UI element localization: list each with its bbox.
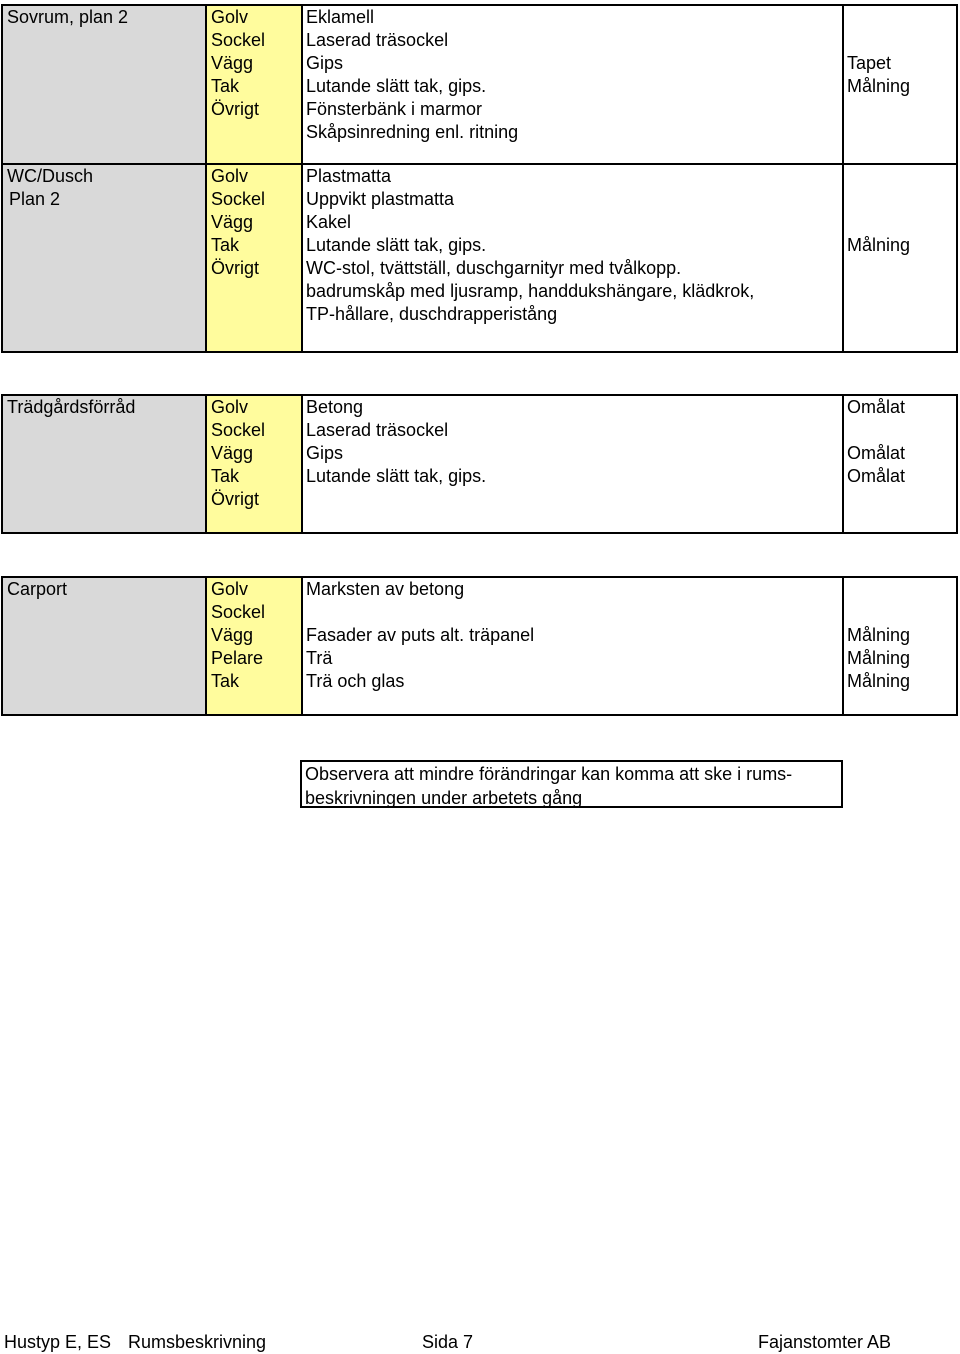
desc-vagg: Fasader av puts alt. träpanel bbox=[306, 625, 535, 645]
room-name: Carport bbox=[7, 579, 68, 599]
building-part-cell bbox=[207, 578, 303, 714]
part-vagg: Vägg bbox=[211, 625, 254, 645]
treat-pelare: Målning bbox=[847, 648, 911, 668]
treat-tak: Omålat bbox=[847, 466, 906, 486]
part-ovrigt: Övrigt bbox=[211, 99, 260, 119]
desc-sockel: Laserad träsockel bbox=[306, 420, 449, 440]
room-name-cell bbox=[3, 578, 207, 714]
desc-ovrigt-cont: Skåpsinredning enl. ritning bbox=[306, 122, 519, 142]
part-tak: Tak bbox=[211, 76, 240, 96]
part-golv: Golv bbox=[211, 7, 249, 27]
treat-vagg: Målning bbox=[847, 625, 911, 645]
treat-sockel bbox=[847, 29, 953, 52]
desc-ovrigt bbox=[306, 488, 839, 511]
treat-sockel bbox=[847, 188, 953, 211]
room-name: WC/Dusch bbox=[7, 166, 94, 186]
room-block-sovrum bbox=[1, 4, 958, 165]
treat-tak: Målning bbox=[847, 235, 911, 255]
desc-ovrigt-cont-2: TP-hållare, duschdrapperistång bbox=[306, 304, 558, 324]
desc-tak: Lutande slätt tak, gips. bbox=[306, 76, 487, 96]
treat-golv bbox=[847, 6, 953, 29]
treat-sockel bbox=[847, 601, 953, 624]
building-part-cell bbox=[207, 6, 303, 163]
treat-ovrigt bbox=[847, 98, 953, 121]
part-sockel: Sockel bbox=[211, 189, 266, 209]
treat-tak: Målning bbox=[847, 76, 911, 96]
desc-golv: Plastmatta bbox=[306, 166, 392, 186]
treat-vagg: Omålat bbox=[847, 443, 906, 463]
desc-ovrigt: Fönsterbänk i marmor bbox=[306, 99, 483, 119]
desc-tak: Trä och glas bbox=[306, 671, 405, 691]
treatment-cell bbox=[844, 165, 956, 351]
room-name-floor: Plan 2 bbox=[9, 189, 61, 209]
desc-sockel: Uppvikt plastmatta bbox=[306, 189, 455, 209]
page-footer bbox=[0, 1330, 960, 1354]
part-vagg: Vägg bbox=[211, 53, 254, 73]
treat-vagg: Tapet bbox=[847, 53, 892, 73]
room-block-tradgardsforrad bbox=[1, 394, 958, 534]
description-cell bbox=[303, 396, 844, 532]
building-part-cell bbox=[207, 165, 303, 351]
notice-line-2: beskrivningen under arbetets gång bbox=[305, 788, 583, 808]
part-tak: Tak bbox=[211, 466, 240, 486]
treat-sockel bbox=[847, 419, 953, 442]
description-cell bbox=[303, 6, 844, 163]
treatment-cell bbox=[844, 396, 956, 532]
part-sockel: Sockel bbox=[211, 30, 266, 50]
desc-sockel bbox=[306, 601, 839, 624]
desc-pelare: Trä bbox=[306, 648, 333, 668]
part-sockel: Sockel bbox=[211, 602, 266, 622]
desc-ovrigt-cont-1: badrumskåp med ljusramp, handdukshängare, klädkrok, bbox=[306, 281, 755, 301]
description-cell bbox=[303, 165, 844, 351]
part-golv: Golv bbox=[211, 166, 249, 186]
treat-golv bbox=[847, 165, 953, 188]
treat-vagg bbox=[847, 211, 953, 234]
treatment-cell bbox=[844, 578, 956, 714]
footer-page-number: Sida 7 bbox=[422, 1332, 474, 1352]
room-name: Trädgårdsförråd bbox=[7, 397, 136, 417]
part-golv: Golv bbox=[211, 579, 249, 599]
treat-tak: Målning bbox=[847, 671, 911, 691]
treat-golv: Omålat bbox=[847, 397, 906, 417]
notice-line-1: Observera att mindre förändringar kan komma att ske i rums- bbox=[305, 764, 793, 784]
footer-house-type: Hustyp E, ES bbox=[4, 1332, 112, 1352]
desc-vagg: Kakel bbox=[306, 212, 352, 232]
footer-doc-title: Rumsbeskrivning bbox=[128, 1332, 267, 1352]
part-sockel: Sockel bbox=[211, 420, 266, 440]
room-name-cell bbox=[3, 6, 207, 163]
part-pelare: Pelare bbox=[211, 648, 264, 668]
part-golv: Golv bbox=[211, 397, 249, 417]
desc-ovrigt: WC-stol, tvättställ, duschgarnityr med tvålkopp. bbox=[306, 258, 682, 278]
desc-sockel: Laserad träsockel bbox=[306, 30, 449, 50]
treat-ovrigt bbox=[847, 257, 953, 280]
room-block-carport bbox=[1, 576, 958, 716]
room-name-cell bbox=[3, 396, 207, 532]
desc-golv: Betong bbox=[306, 397, 364, 417]
desc-golv: Eklamell bbox=[306, 7, 375, 27]
part-tak: Tak bbox=[211, 235, 240, 255]
desc-tak: Lutande slätt tak, gips. bbox=[306, 235, 487, 255]
treat-golv bbox=[847, 578, 953, 601]
desc-tak: Lutande slätt tak, gips. bbox=[306, 466, 487, 486]
building-part-cell bbox=[207, 396, 303, 532]
desc-vagg: Gips bbox=[306, 443, 344, 463]
part-ovrigt: Övrigt bbox=[211, 258, 260, 278]
footer-company: Fajanstomter AB bbox=[758, 1332, 892, 1352]
room-name: Sovrum, plan 2 bbox=[7, 7, 129, 27]
description-cell bbox=[303, 578, 844, 714]
part-vagg: Vägg bbox=[211, 443, 254, 463]
treatment-cell bbox=[844, 6, 956, 163]
part-ovrigt: Övrigt bbox=[211, 489, 260, 509]
change-notice-box bbox=[300, 760, 843, 808]
desc-vagg: Gips bbox=[306, 53, 344, 73]
room-block-wc-dusch bbox=[1, 163, 958, 353]
desc-golv: Marksten av betong bbox=[306, 579, 465, 599]
room-name-cell bbox=[3, 165, 207, 351]
part-tak: Tak bbox=[211, 671, 240, 691]
treat-ovrigt bbox=[847, 488, 953, 511]
part-vagg: Vägg bbox=[211, 212, 254, 232]
